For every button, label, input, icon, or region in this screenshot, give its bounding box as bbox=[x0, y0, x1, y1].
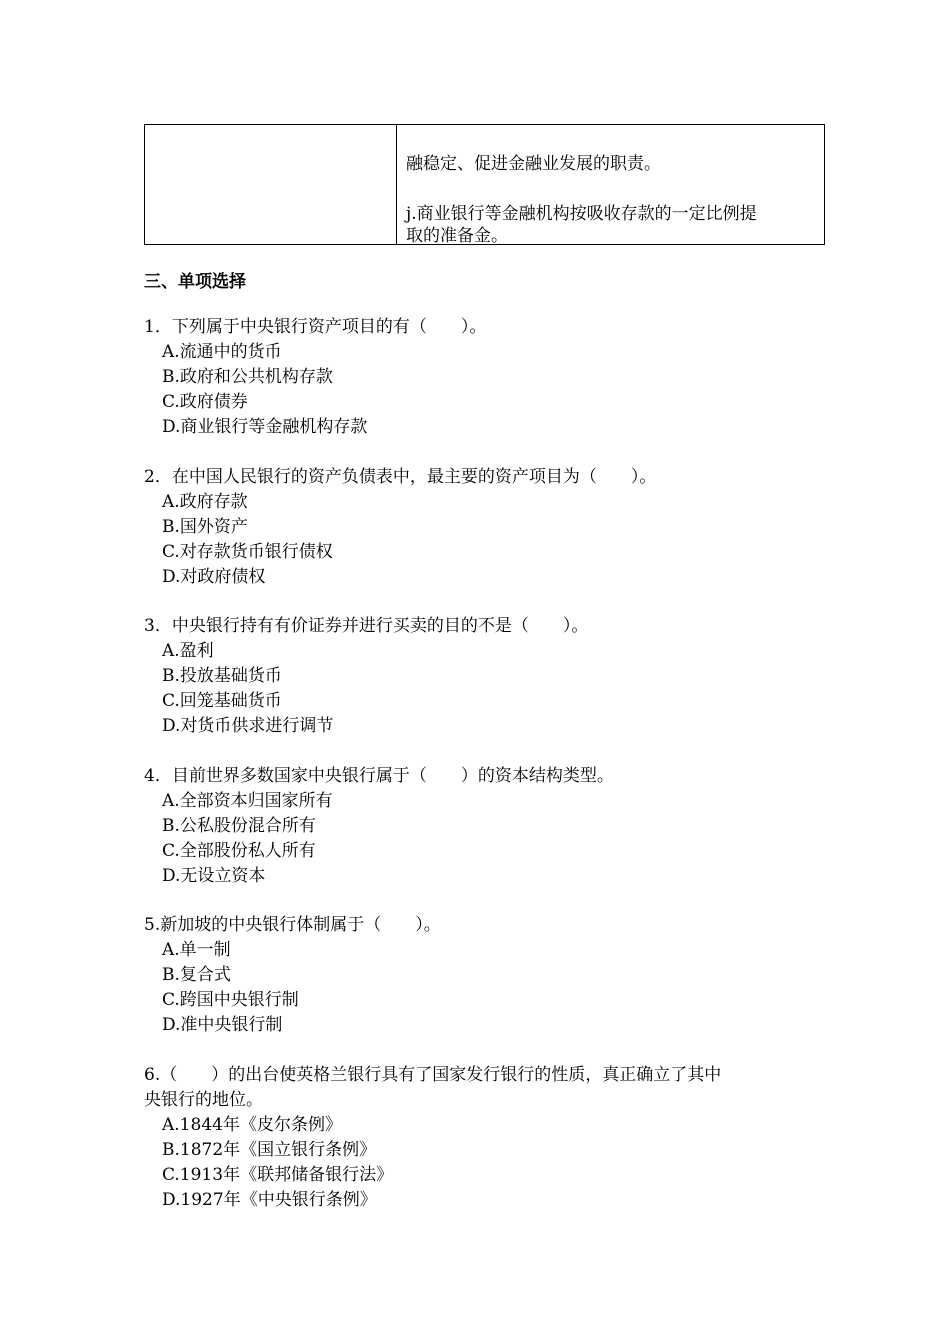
option-a: A.单一制 bbox=[162, 940, 231, 960]
option-d: D.无设立资本 bbox=[162, 866, 266, 886]
option-d: D.1927年《中央银行条例》 bbox=[162, 1190, 377, 1210]
table-cell-term bbox=[145, 125, 397, 244]
option-b: B.政府和公共机构存款 bbox=[162, 367, 333, 387]
table-definition-line: 取的准备金。 bbox=[406, 226, 508, 246]
question-text: 5.新加坡的中央银行体制属于（ ）。 bbox=[144, 915, 441, 935]
question-text: 2．在中国人民银行的资产负债表中，最主要的资产项目为（ ）。 bbox=[144, 467, 657, 487]
question-text: 4．目前世界多数国家中央银行属于（ ）的资本结构类型。 bbox=[144, 766, 614, 786]
option-a: A.流通中的货币 bbox=[162, 342, 282, 362]
option-b: B.复合式 bbox=[162, 965, 231, 985]
option-a: A.盈利 bbox=[162, 641, 214, 661]
question-text: 6.（ ）的出台使英格兰银行具有了国家发行银行的性质，真正确立了其中 bbox=[144, 1065, 722, 1085]
table-definition-line: 融稳定、促进金融业发展的职责。 bbox=[406, 154, 661, 174]
question-5 bbox=[144, 913, 834, 1038]
question-text: 1．下列属于中央银行资产项目的有（ ）。 bbox=[144, 317, 487, 337]
option-a: A.全部资本归国家所有 bbox=[162, 791, 333, 811]
question-2 bbox=[144, 465, 834, 590]
question-6 bbox=[144, 1063, 834, 1213]
option-c: C.回笼基础货币 bbox=[162, 691, 282, 711]
option-c: C.政府债券 bbox=[162, 392, 248, 412]
option-b: B.投放基础货币 bbox=[162, 666, 282, 686]
option-d: D.商业银行等金融机构存款 bbox=[162, 417, 368, 437]
option-a: A.1844年《皮尔条例》 bbox=[162, 1115, 342, 1135]
option-b: B.公私股份混合所有 bbox=[162, 816, 316, 836]
option-a: A.政府存款 bbox=[162, 492, 248, 512]
option-c: C.全部股份私人所有 bbox=[162, 841, 316, 861]
option-d: D.对货币供求进行调节 bbox=[162, 716, 334, 736]
question-3 bbox=[144, 614, 834, 739]
question-text-continued: 央银行的地位。 bbox=[144, 1090, 263, 1110]
option-b: B.1872年《国立银行条例》 bbox=[162, 1140, 377, 1160]
question-1 bbox=[144, 315, 834, 440]
option-c: C.对存款货币银行债权 bbox=[162, 542, 333, 562]
question-4 bbox=[144, 764, 834, 889]
option-c: C.跨国中央银行制 bbox=[162, 990, 299, 1010]
section-heading: 三、单项选择 bbox=[144, 272, 246, 292]
option-c: C.1913年《联邦储备银行法》 bbox=[162, 1165, 394, 1185]
option-b: B.国外资产 bbox=[162, 517, 248, 537]
table-definition-line: j.商业银行等金融机构按吸收存款的一定比例提 bbox=[406, 204, 757, 224]
option-d: D.准中央银行制 bbox=[162, 1015, 283, 1035]
question-text: 3．中央银行持有有价证券并进行买卖的目的不是（ ）。 bbox=[144, 616, 589, 636]
option-d: D.对政府债权 bbox=[162, 567, 266, 587]
